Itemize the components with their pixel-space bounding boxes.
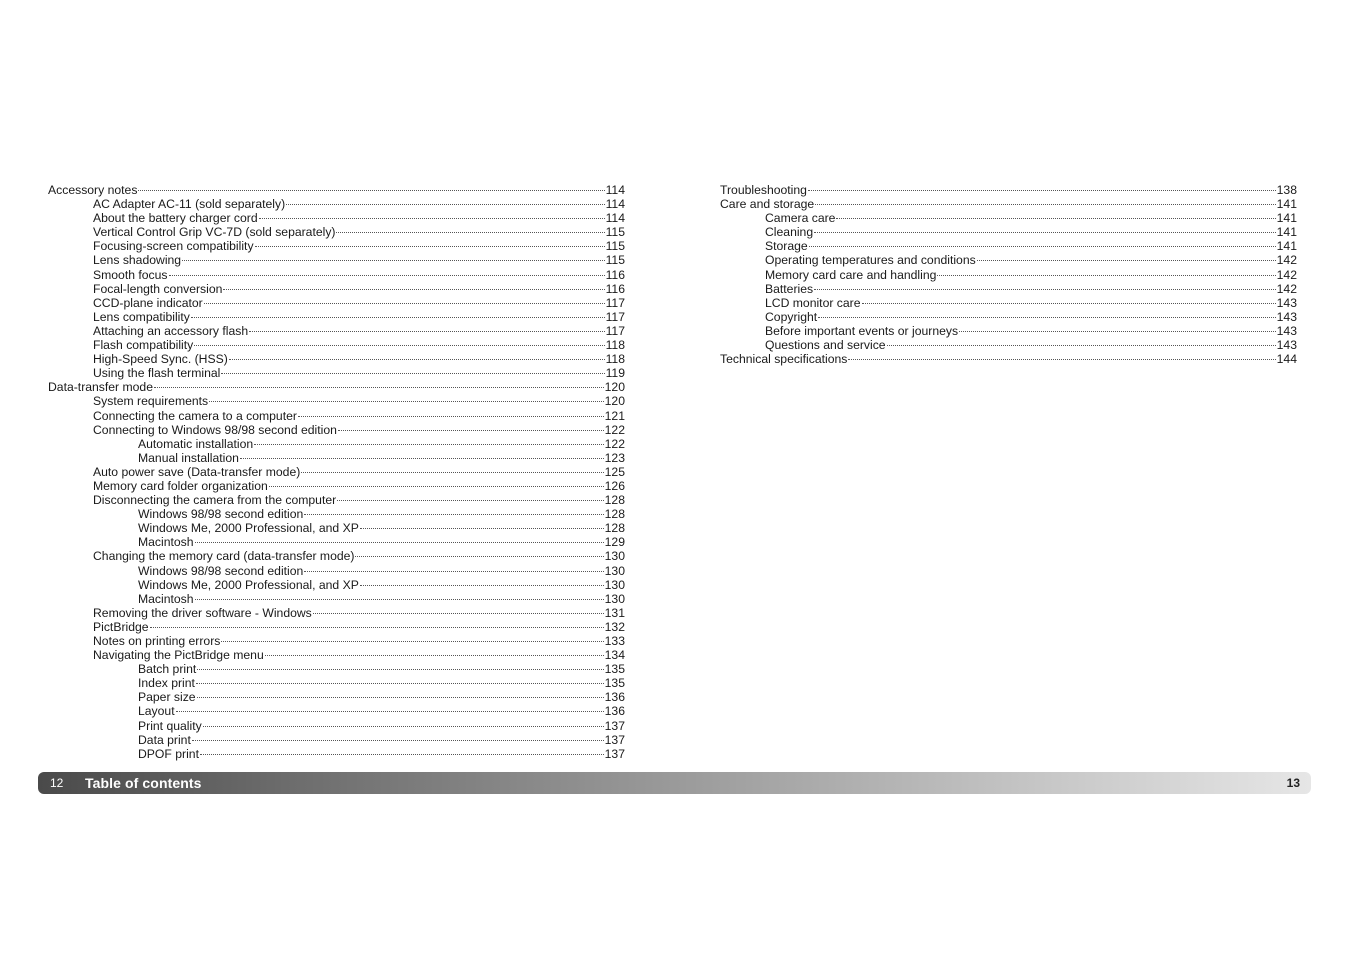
toc-leader-dots: [255, 246, 605, 247]
toc-entry: [48, 409, 625, 423]
toc-entry-title: Memory card care and handling: [765, 267, 937, 282]
toc-entry-page: 114: [605, 183, 625, 197]
toc-entry: [48, 662, 625, 676]
toc-entry: [48, 634, 625, 648]
toc-leader-dots: [240, 458, 604, 459]
toc-entry-page: 130: [604, 549, 625, 564]
toc-entry-title: Windows Me, 2000 Professional, and XP: [138, 577, 359, 592]
toc-entry-title: Windows 98/98 second edition: [138, 563, 304, 578]
toc-entry-page: 130: [604, 563, 625, 578]
left-page-number: 12: [50, 776, 64, 790]
toc-entry-page: 115: [605, 239, 625, 254]
toc-entry: [48, 437, 625, 451]
toc-entry: [48, 380, 625, 394]
toc-leader-dots: [862, 303, 1276, 304]
toc-entry-page: 122: [604, 422, 625, 437]
toc-entry-page: 128: [604, 521, 625, 536]
toc-entry-title: Cleaning: [765, 225, 814, 240]
toc-leader-dots: [192, 740, 604, 741]
toc-entry-page: 121: [604, 408, 625, 423]
toc-entry-page: 119: [605, 366, 625, 381]
toc-entry-page: 142: [1276, 281, 1297, 296]
toc-entry: [48, 676, 625, 690]
toc-leader-dots: [298, 416, 604, 417]
toc-entry: [48, 211, 625, 225]
toc-entry-title: About the battery charger cord: [93, 211, 258, 226]
toc-entry-title: Accessory notes: [48, 183, 138, 197]
toc-entry: [48, 394, 625, 408]
toc-entry-title: Care and storage: [720, 197, 815, 212]
toc-entry-page: 136: [604, 704, 625, 719]
toc-entry: [720, 282, 1297, 296]
toc-entry: [48, 549, 625, 563]
toc-entry-page: 128: [604, 507, 625, 522]
toc-entry-page: 142: [1276, 267, 1297, 282]
toc-entry-title: Automatic installation: [138, 436, 254, 451]
toc-leader-dots: [336, 232, 604, 233]
toc-leader-dots: [191, 317, 605, 318]
toc-entry: [720, 211, 1297, 225]
toc-entry-title: Changing the memory card (data-transfer mode): [93, 549, 355, 564]
toc-leader-dots: [203, 726, 604, 727]
toc-entry-page: 117: [605, 295, 625, 310]
toc-entry-page: 143: [1276, 323, 1297, 338]
toc-entry-page: 141: [1276, 239, 1297, 254]
toc-leader-dots: [808, 190, 1276, 191]
toc-entry: [48, 592, 625, 606]
toc-entry-title: Attaching an accessory flash: [93, 323, 249, 338]
toc-entry: [720, 310, 1297, 324]
toc-entry-page: 129: [604, 535, 625, 550]
toc-entry: [48, 704, 625, 718]
toc-entry-page: 125: [604, 464, 625, 479]
toc-leader-dots: [937, 275, 1275, 276]
toc-leader-dots: [818, 317, 1275, 318]
toc-entry: [720, 324, 1297, 338]
toc-leader-dots: [836, 218, 1275, 219]
toc-entry-page: 118: [605, 352, 625, 367]
toc-entry: [48, 225, 625, 239]
toc-entry-page: 114: [605, 211, 625, 226]
toc-entry-page: 141: [1276, 211, 1297, 226]
toc-leader-dots: [286, 204, 604, 205]
toc-leader-dots: [313, 613, 604, 614]
toc-entry-page: 143: [1276, 295, 1297, 310]
toc-leader-dots: [150, 627, 604, 628]
toc-entry: [48, 747, 625, 761]
toc-entry: [48, 465, 625, 479]
toc-entry-page: 130: [604, 591, 625, 606]
toc-leader-dots: [977, 260, 1276, 261]
toc-entry: [48, 620, 625, 634]
toc-entry: [48, 493, 625, 507]
toc-entry: [720, 352, 1297, 366]
toc-entry: [48, 564, 625, 578]
toc-leader-dots: [182, 260, 604, 261]
toc-leader-dots: [259, 218, 605, 219]
toc-entry-page: 141: [1276, 197, 1297, 212]
toc-leader-dots: [301, 472, 603, 473]
toc-entry: [48, 366, 625, 380]
toc-leader-dots: [221, 373, 604, 374]
toc-leader-dots: [265, 655, 604, 656]
toc-entry-title: Storage: [765, 239, 808, 254]
toc-entry: [48, 310, 625, 324]
toc-entry-page: 136: [604, 690, 625, 705]
toc-entry-title: Windows Me, 2000 Professional, and XP: [138, 521, 359, 536]
toc-entry-title: Technical specifications: [720, 352, 848, 367]
toc-leader-dots: [195, 542, 604, 543]
toc-entry-page: 137: [604, 718, 625, 733]
toc-entry-title: Navigating the PictBridge menu: [93, 648, 264, 663]
toc-entry: [720, 225, 1297, 239]
toc-entry-title: Lens compatibility: [93, 309, 190, 324]
toc-leader-dots: [195, 599, 604, 600]
toc-entry-page: 130: [604, 577, 625, 592]
toc-entry: [720, 253, 1297, 267]
toc-entry-page: 137: [604, 746, 625, 761]
toc-entry-page: 133: [604, 634, 625, 648]
toc-entry: [48, 338, 625, 352]
toc-entry-page: 117: [605, 323, 625, 338]
toc-entry-page: 123: [604, 450, 625, 465]
toc-entry-page: 117: [605, 309, 625, 324]
toc-entry-page: 141: [1276, 225, 1297, 240]
toc-leader-dots: [229, 359, 605, 360]
toc-entry-title: Using the flash terminal: [93, 366, 221, 381]
toc-entry-title: Data-transfer mode: [48, 380, 153, 395]
toc-entry: [48, 535, 625, 549]
toc-entry: [48, 578, 625, 592]
toc-leader-dots: [176, 711, 604, 712]
toc-entry: [720, 239, 1297, 253]
toc-entry-page: 131: [604, 605, 625, 620]
toc-entry-title: Lens shadowing: [93, 253, 182, 268]
toc-entry-page: 115: [605, 253, 625, 268]
toc-entry: [48, 648, 625, 662]
toc-entry: [48, 352, 625, 366]
toc-entry-title: Focal-length conversion: [93, 281, 223, 296]
right-page-number: 13: [1286, 776, 1300, 790]
toc-leader-dots: [204, 303, 605, 304]
toc-leader-dots: [887, 345, 1276, 346]
toc-entry: [720, 183, 1297, 197]
section-title: Table of contents: [85, 775, 202, 791]
toc-entry-page: 135: [604, 662, 625, 677]
toc-entry: [720, 296, 1297, 310]
toc-leader-dots: [169, 275, 605, 276]
toc-entry: [48, 268, 625, 282]
toc-leader-dots: [138, 190, 604, 191]
toc-entry-title: Focusing-screen compatibility: [93, 239, 254, 254]
toc-entry: [48, 253, 625, 267]
toc-entry-page: 114: [605, 197, 625, 212]
toc-leader-dots: [249, 331, 604, 332]
toc-entry-title: Notes on printing errors: [93, 634, 221, 648]
toc-entry-title: Macintosh: [138, 591, 194, 606]
toc-entry: [48, 296, 625, 310]
toc-entry-title: Before important events or journeys: [765, 323, 959, 338]
toc-entry: [48, 324, 625, 338]
toc-leader-dots: [355, 556, 603, 557]
toc-entry-title: Memory card folder organization: [93, 478, 268, 493]
toc-entry: [48, 197, 625, 211]
toc-entry-title: Vertical Control Grip VC-7D (sold separately): [93, 225, 336, 240]
toc-entry-title: Batch print: [138, 662, 197, 677]
toc-entry: [48, 183, 625, 197]
toc-entry-title: Operating temperatures and conditions: [765, 253, 976, 268]
toc-entry-title: Camera care: [765, 211, 836, 226]
toc-entry-title: Copyright: [765, 309, 818, 324]
toc-entry-page: 115: [605, 225, 625, 240]
toc-entry-title: LCD monitor care: [765, 295, 861, 310]
toc-leader-dots: [809, 246, 1276, 247]
toc-entry-title: System requirements: [93, 394, 209, 409]
toc-entry: [720, 338, 1297, 352]
toc-entry-page: 128: [604, 493, 625, 508]
toc-entry: [48, 282, 625, 296]
toc-entry-title: Connecting to Windows 98/98 second edition: [93, 422, 337, 437]
toc-entry-title: High-Speed Sync. (HSS): [93, 352, 228, 367]
toc-leader-dots: [197, 669, 603, 670]
toc-leader-dots: [197, 697, 604, 698]
toc-entry-page: 144: [1276, 352, 1297, 367]
toc-leader-dots: [304, 514, 603, 515]
toc-entry-title: Print quality: [138, 718, 202, 733]
toc-entry: [48, 606, 625, 620]
toc-entry-title: Windows 98/98 second edition: [138, 507, 304, 522]
toc-entry-title: AC Adapter AC-11 (sold separately): [93, 197, 286, 212]
toc-entry: [48, 423, 625, 437]
toc-entry-title: Macintosh: [138, 535, 194, 550]
toc-leader-dots: [304, 571, 603, 572]
toc-leader-dots: [194, 345, 604, 346]
toc-entry-title: Index print: [138, 676, 195, 691]
toc-leader-dots: [269, 486, 604, 487]
toc-entry-title: Manual installation: [138, 450, 239, 465]
toc-entry: [48, 239, 625, 253]
toc-entry-page: 120: [604, 394, 625, 409]
toc-leader-dots: [360, 528, 604, 529]
toc-entry: [48, 451, 625, 465]
toc-entry: [48, 521, 625, 535]
toc-entry-title: PictBridge: [93, 619, 149, 634]
toc-entry-title: Data print: [138, 732, 191, 747]
toc-leader-dots: [200, 754, 604, 755]
toc-entry: [48, 507, 625, 521]
toc-entry-page: 132: [604, 619, 625, 634]
toc-leader-dots: [209, 401, 604, 402]
toc-entry-title: Smooth focus: [93, 267, 168, 282]
toc-leader-dots: [154, 387, 604, 388]
toc-leader-dots: [337, 500, 603, 501]
toc-entry: [720, 197, 1297, 211]
toc-entry-page: 138: [1276, 183, 1297, 197]
toc-entry-page: 116: [605, 281, 625, 296]
toc-leader-dots: [254, 444, 603, 445]
toc-entry: [48, 733, 625, 747]
toc-entry: [48, 690, 625, 704]
toc-entry-title: Connecting the camera to a computer: [93, 408, 297, 423]
toc-leader-dots: [221, 641, 603, 642]
toc-entry: [48, 719, 625, 733]
toc-entry-title: Layout: [138, 704, 175, 719]
toc-entry-page: 143: [1276, 309, 1297, 324]
toc-entry-page: 135: [604, 676, 625, 691]
toc-entry-title: Questions and service: [765, 338, 886, 353]
toc-right-column: [720, 183, 1297, 366]
toc-entry-title: Auto power save (Data-transfer mode): [93, 464, 301, 479]
toc-leader-dots: [814, 232, 1276, 233]
toc-entry: [48, 479, 625, 493]
toc-entry-page: 142: [1276, 253, 1297, 268]
toc-entry-page: 126: [604, 478, 625, 493]
toc-leader-dots: [815, 204, 1275, 205]
toc-leader-dots: [196, 683, 604, 684]
toc-entry-title: Batteries: [765, 281, 814, 296]
toc-leader-dots: [814, 289, 1276, 290]
toc-entry-page: 134: [604, 648, 625, 663]
footer-bar: [38, 772, 1311, 794]
toc-entry-page: 122: [604, 436, 625, 451]
toc-leader-dots: [360, 585, 604, 586]
toc-entry-title: Flash compatibility: [93, 338, 194, 353]
toc-entry-title: Disconnecting the camera from the computer: [93, 493, 337, 508]
toc-entry-title: DPOF print: [138, 746, 199, 761]
toc-entry-page: 116: [605, 267, 625, 282]
toc-entry-title: Removing the driver software - Windows: [93, 605, 312, 620]
toc-entry-title: CCD-plane indicator: [93, 295, 203, 310]
toc-entry-page: 118: [605, 338, 625, 353]
toc-entry-page: 120: [604, 380, 625, 395]
toc-entry-page: 137: [604, 732, 625, 747]
toc-entry-page: 143: [1276, 338, 1297, 353]
toc-leader-dots: [959, 331, 1276, 332]
toc-entry-title: Paper size: [138, 690, 196, 705]
toc-leader-dots: [338, 430, 604, 431]
toc-entry: [720, 268, 1297, 282]
toc-entry-title: Troubleshooting: [720, 183, 807, 197]
toc-leader-dots: [848, 359, 1275, 360]
toc-left-column: [48, 183, 625, 761]
toc-leader-dots: [223, 289, 604, 290]
